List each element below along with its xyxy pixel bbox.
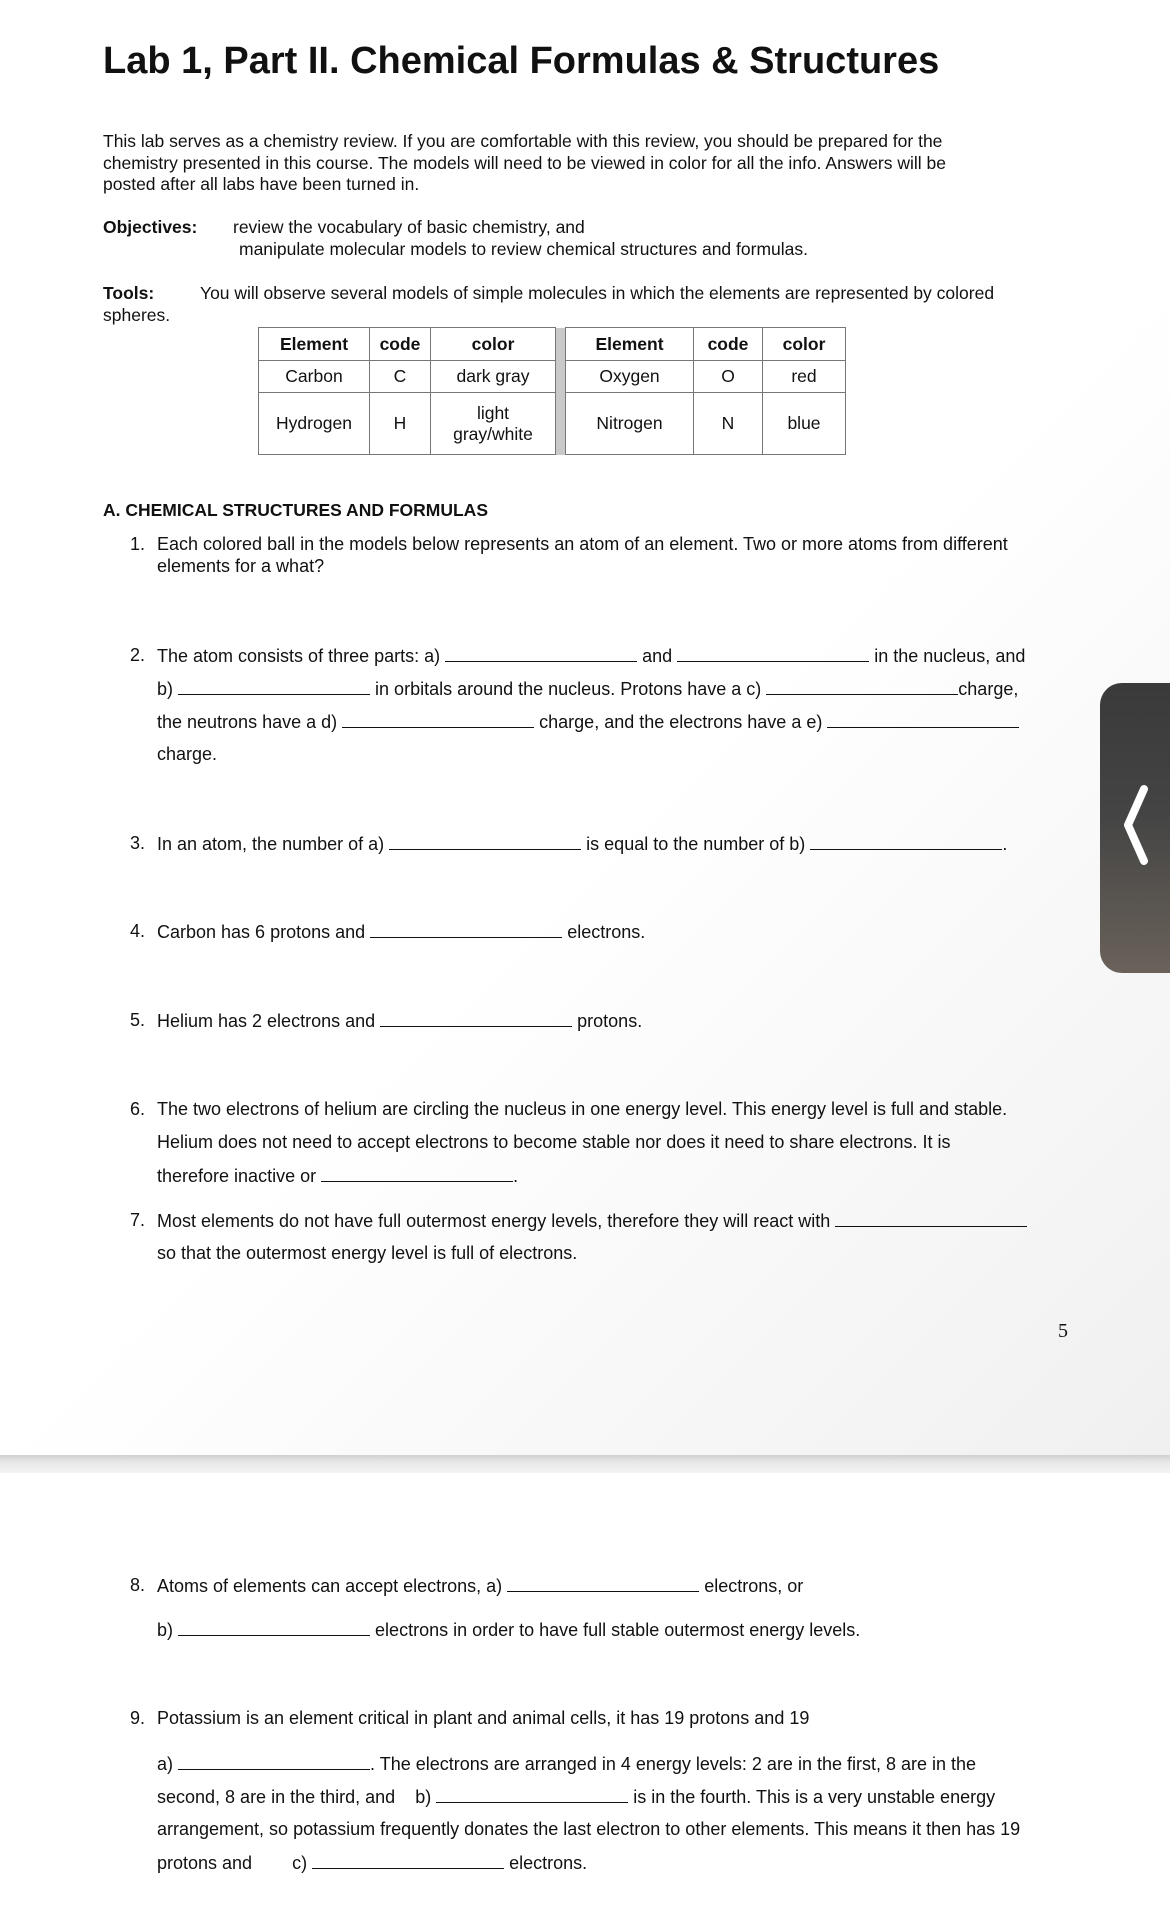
- question-number: 3.: [130, 833, 146, 853]
- question-text: in the nucleus, and: [874, 646, 1026, 666]
- chevron-left-icon: [1120, 783, 1150, 867]
- intro-line: posted after all labs have been turned in.: [103, 174, 420, 194]
- question-number: 5.: [130, 1010, 146, 1030]
- table-row: [259, 361, 846, 393]
- table-cell-line: light: [476, 402, 510, 423]
- table-gap: [556, 393, 566, 455]
- objective-item: manipulate molecular models to review chemical structures and formulas.: [239, 239, 808, 259]
- answer-blank-2a[interactable]: [445, 645, 637, 662]
- question-text: Helium has 2 electrons and: [157, 1011, 376, 1031]
- answer-blank-7[interactable]: [835, 1210, 1027, 1227]
- question-text: therefore inactive or: [157, 1166, 317, 1186]
- section-heading: A. CHEMICAL STRUCTURES AND FORMULAS: [103, 500, 488, 520]
- question-line: [157, 1575, 803, 1597]
- answer-blank-3a[interactable]: [389, 833, 581, 850]
- question-line: [157, 1753, 976, 1775]
- table-row: [259, 393, 846, 455]
- element-color-table: [258, 327, 846, 455]
- table-cell: Oxygen: [566, 361, 694, 393]
- question-line: [157, 1619, 860, 1641]
- question-number: 1.: [130, 534, 146, 554]
- question-text: .: [1002, 834, 1008, 854]
- question-number: 2.: [130, 645, 146, 665]
- table-header: Element: [259, 328, 370, 361]
- question-text: arrangement, so potassium frequently donates the last electron to other elements. This means it then has 19: [157, 1819, 1021, 1839]
- question-text: elements for a what?: [157, 556, 325, 576]
- question-line: [157, 833, 1007, 855]
- question-text: Most elements do not have full outermost energy levels, therefore they will react with: [157, 1211, 831, 1231]
- answer-blank-2c[interactable]: [766, 678, 958, 695]
- objective-item: review the vocabulary of basic chemistry, and: [233, 217, 585, 237]
- question-text: charge.: [157, 744, 218, 764]
- question-text: protons.: [577, 1011, 643, 1031]
- question-text: .: [513, 1166, 519, 1186]
- question-line: [157, 711, 1019, 733]
- table-cell: Nitrogen: [566, 393, 694, 455]
- tools-text: You will observe several models of simple molecules in which the elements are represented by colored: [200, 283, 995, 303]
- answer-blank-8a[interactable]: [507, 1575, 699, 1592]
- answer-blank-2a2[interactable]: [677, 645, 869, 662]
- question-line: [157, 645, 1025, 667]
- answer-blank-2e[interactable]: [827, 711, 1019, 728]
- table-cell-line: gray/white: [453, 423, 533, 444]
- worksheet-page-2: [0, 1473, 1170, 1925]
- question-text: Helium does not need to accept electrons to become stable nor does it need to share electrons. It is: [157, 1132, 951, 1152]
- table-cell: [431, 393, 556, 455]
- side-panel-tab[interactable]: [1100, 683, 1170, 973]
- question-number: 9.: [130, 1708, 146, 1728]
- answer-blank-8b[interactable]: [178, 1619, 370, 1636]
- question-text: in orbitals around the nucleus. Protons have a c): [375, 679, 762, 699]
- question-line: [157, 678, 1018, 700]
- question-line: [157, 1210, 1027, 1232]
- answer-blank-5[interactable]: [380, 1010, 572, 1027]
- question-text: In an atom, the number of a): [157, 834, 385, 854]
- question-text: electrons.: [567, 922, 646, 942]
- question-line: [157, 1010, 642, 1032]
- table-header: color: [763, 328, 846, 361]
- question-text: charge,: [958, 679, 1019, 699]
- table-cell: H: [370, 393, 431, 455]
- question-text: The atom consists of three parts: a): [157, 646, 441, 666]
- table-gap: [556, 361, 566, 393]
- table-cell: red: [763, 361, 846, 393]
- question-text: Atoms of elements can accept electrons, a): [157, 1576, 503, 1596]
- question-text: b): [157, 679, 174, 699]
- answer-blank-9c[interactable]: [312, 1852, 504, 1869]
- question-text: Carbon has 6 protons and: [157, 922, 366, 942]
- question-text: the neutrons have a d): [157, 712, 338, 732]
- answer-blank-9a[interactable]: [178, 1753, 370, 1770]
- intro-line: chemistry presented in this course. The models will need to be viewed in color for all the info. Answers will be: [103, 152, 946, 173]
- tools-label: Tools:: [103, 283, 155, 303]
- question-text: a): [157, 1754, 174, 1774]
- question-line: [157, 1786, 995, 1808]
- question-text: . The electrons are arranged in 4 energy levels: 2 are in the first, 8 are in the: [370, 1754, 977, 1774]
- question-text: charge, and the electrons have a e): [539, 712, 823, 732]
- answer-blank-4[interactable]: [370, 921, 562, 938]
- question-line: [157, 1852, 587, 1874]
- intro-paragraph: [103, 131, 1053, 196]
- table-cell: Hydrogen: [259, 393, 370, 455]
- page-number: 5: [1058, 1320, 1068, 1342]
- table-cell: dark gray: [431, 361, 556, 393]
- question-text: Each colored ball in the models below represents an atom of an element. Two or more atoms from different: [157, 534, 1008, 554]
- question-text: Potassium is an element critical in plant and animal cells, it has 19 protons and 19: [157, 1708, 810, 1728]
- table-cell: N: [694, 393, 763, 455]
- table-header: code: [694, 328, 763, 361]
- question-text: protons and: [157, 1853, 253, 1873]
- answer-blank-2b[interactable]: [178, 678, 370, 695]
- table-cell: blue: [763, 393, 846, 455]
- answer-blank-3b[interactable]: [810, 833, 1002, 850]
- answer-blank-2d[interactable]: [342, 711, 534, 728]
- question-text: electrons in order to have full stable outermost energy levels.: [375, 1620, 861, 1640]
- question-line: [157, 921, 645, 943]
- question-line: [157, 1165, 518, 1187]
- question-text: is in the fourth. This is a very unstable energy: [633, 1787, 996, 1807]
- question-text: c): [292, 1853, 308, 1873]
- answer-blank-6[interactable]: [321, 1165, 513, 1182]
- table-header: Element: [566, 328, 694, 361]
- objectives-label: Objectives:: [103, 217, 198, 237]
- question-text: is equal to the number of b): [586, 834, 806, 854]
- question-text: electrons, or: [704, 1576, 804, 1596]
- question-text: electrons.: [509, 1853, 588, 1873]
- table-gap: [556, 328, 566, 361]
- question-text: b): [415, 1787, 432, 1807]
- question-text: and: [642, 646, 673, 666]
- table-cell: C: [370, 361, 431, 393]
- table-header: color: [431, 328, 556, 361]
- tools-text: spheres.: [103, 305, 171, 325]
- question-number: 7.: [130, 1210, 146, 1230]
- intro-line: This lab serves as a chemistry review. If you are comfortable with this review, you should be prepared for the: [103, 131, 943, 151]
- table-cell: O: [694, 361, 763, 393]
- question-number: 8.: [130, 1575, 146, 1595]
- page-title: Lab 1, Part II. Chemical Formulas & Structures: [103, 40, 940, 82]
- table-cell: Carbon: [259, 361, 370, 393]
- question-text: second, 8 are in the third, and: [157, 1787, 396, 1807]
- page-divider: [0, 1455, 1170, 1473]
- question-number: 4.: [130, 921, 146, 941]
- question-number: 6.: [130, 1099, 146, 1119]
- question-text: so that the outermost energy level is full of electrons.: [157, 1243, 578, 1263]
- table-header-row: [259, 328, 846, 361]
- question-text: The two electrons of helium are circling the nucleus in one energy level. This energy level is full and stable.: [157, 1099, 1008, 1119]
- table-header: code: [370, 328, 431, 361]
- question-text: b): [157, 1620, 174, 1640]
- answer-blank-9b[interactable]: [436, 1786, 628, 1803]
